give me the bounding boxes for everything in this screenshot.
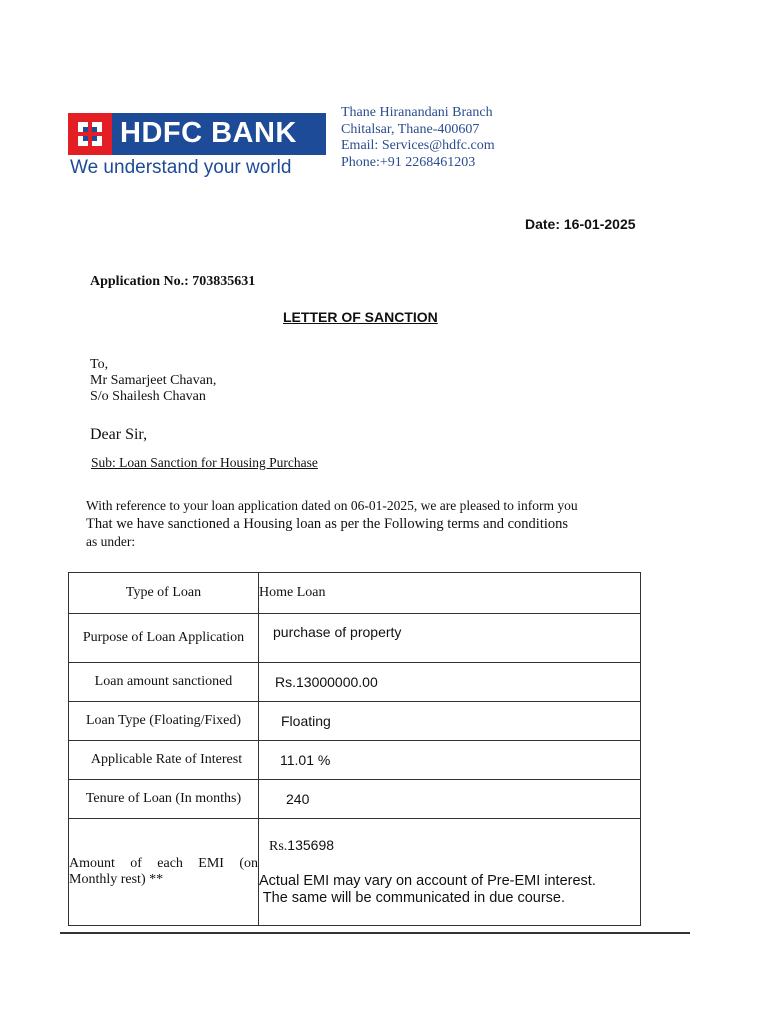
term-label: Type of Loan: [69, 573, 259, 614]
term-label: Tenure of Loan (In months): [69, 780, 259, 819]
salutation: Dear Sir,: [90, 426, 148, 443]
term-label: Loan amount sanctioned: [69, 663, 259, 702]
footer-divider: [60, 932, 690, 934]
term-label: Amount of each EMI (on Monthly rest) **: [69, 819, 259, 926]
branch-address: Chitalsar, Thane-400607: [341, 121, 480, 137]
term-label: Applicable Rate of Interest: [69, 741, 259, 780]
recipient-block: [90, 357, 216, 405]
table-row: [69, 702, 641, 741]
branch-address-block: [341, 105, 495, 171]
table-row: [69, 741, 641, 780]
loan-terms-table: [68, 572, 641, 926]
logo-banner: [68, 113, 326, 155]
table-row: [69, 573, 641, 614]
recipient-line: S/o Shailesh Chavan: [90, 389, 206, 404]
subject-line: Sub: Loan Sanction for Housing Purchase: [91, 455, 318, 470]
letter-title: LETTER OF SANCTION: [283, 309, 438, 325]
branch-email: Email: Services@hdfc.com: [341, 138, 495, 153]
table-row: [69, 780, 641, 819]
table-row: [69, 614, 641, 663]
term-value: 240: [259, 780, 641, 819]
term-value: Floating: [259, 702, 641, 741]
intro-line: With reference to your loan application dated on 06-01-2025, we are pleased to inform you: [86, 498, 578, 513]
emi-value: 135698: [287, 837, 335, 853]
emi-note: [259, 873, 640, 907]
letter-date: Date: 16-01-2025: [525, 216, 636, 232]
table-row: [69, 663, 641, 702]
term-label: Loan Type (Floating/Fixed): [69, 702, 259, 741]
recipient-line: Mr Samarjeet Chavan,: [90, 373, 217, 388]
emi-amount: [269, 837, 640, 855]
branch-name: Thane Hiranandani Branch: [341, 105, 493, 120]
term-value: Rs.13000000.00: [259, 663, 641, 702]
term-value: 11.01 %: [259, 741, 641, 780]
term-value: purchase of property: [259, 614, 641, 663]
branch-phone: Phone:+91 2268461203: [341, 154, 476, 170]
table-row: [69, 819, 641, 926]
intro-line: That we have sanctioned a Housing loan as per the Following terms and conditions: [86, 516, 569, 532]
hdfc-bank-logo: [68, 113, 326, 181]
recipient-line: To,: [90, 357, 109, 372]
application-number: Application No.: 703835631: [90, 274, 256, 289]
term-value: Home Loan: [259, 573, 641, 614]
hdfc-emblem-icon: [68, 113, 112, 155]
term-label: Purpose of Loan Application: [69, 614, 259, 663]
emi-currency: Rs.: [269, 839, 288, 854]
logo-bank-name: HDFC BANK: [120, 117, 297, 149]
emi-note-line: The same will be communicated in due course.: [259, 890, 565, 906]
emi-note-line: Actual EMI may vary on account of Pre-EMI interest.: [259, 873, 596, 889]
emi-cell: [259, 819, 641, 926]
intro-paragraph: [86, 497, 578, 551]
intro-line: as under:: [86, 534, 136, 549]
logo-tagline: We understand your world: [70, 157, 292, 178]
